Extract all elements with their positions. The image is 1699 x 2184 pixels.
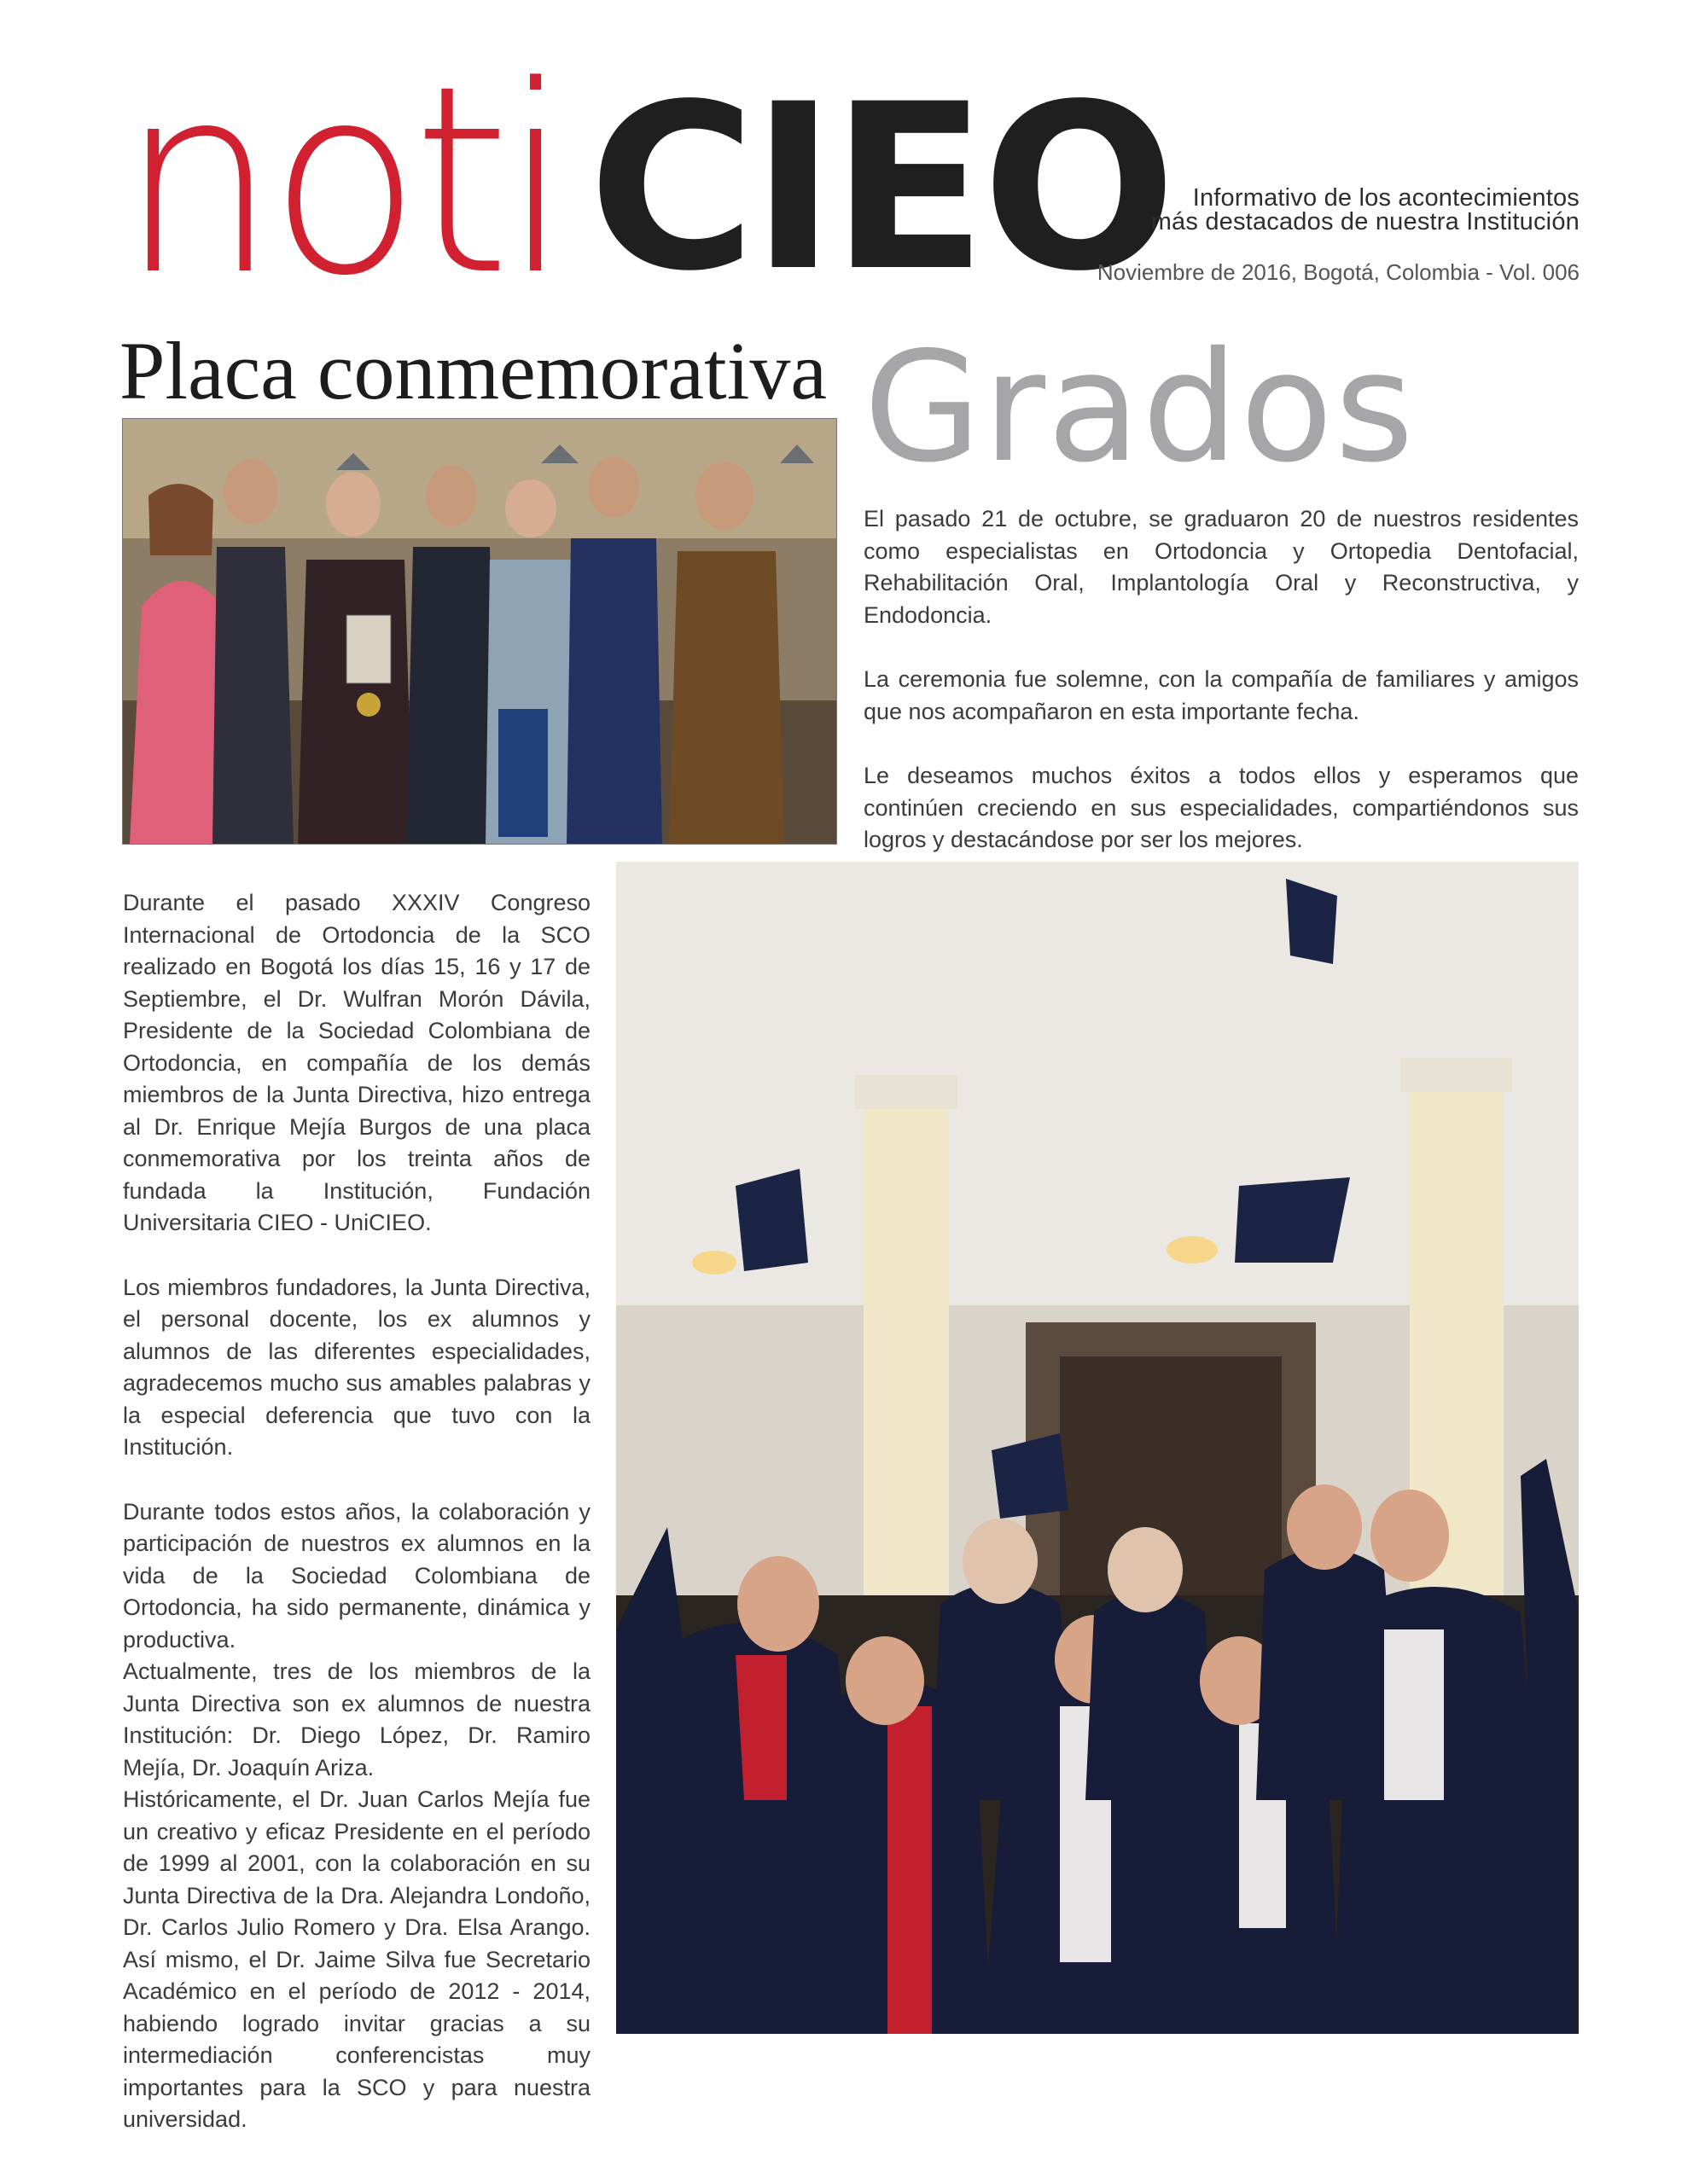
grados-paragraph-1: El pasado 21 de octubre, se graduaron 20 de nuestros residentes como especialistas en Ortodoncia y Ortopedia Dentofacial, Rehabilitación Oral, Implantología Oral y Reconstructiva, y Endodoncia. [864,506,1579,628]
grados-paragraph-2: La ceremonia fue solemne, con la compañía de familiares y amigos que nos acompañaron en esta importante fecha. [864,666,1579,724]
placa-paragraph-2: Los miembros fundadores, la Junta Directiva, el personal docente, los ex alumnos y alumnos de las diferentes especialidades, agradecemos mucho sus amables palabras y la especial deferencia que tuvo con la Institución. [123,1274,591,1460]
grados-article [864,503,1579,889]
tagline-line-2: más destacados de nuestra Institución [1150,208,1580,235]
tagline-line-1: Informativo de los acontecimientos [1192,184,1580,212]
logo-brand: CIEO [588,55,1172,322]
placa-article [123,887,591,2136]
placa-photo [122,418,837,845]
newsletter-logo [119,30,1172,332]
tagline [1102,186,1580,234]
placa-paragraph-5: Históricamente, el Dr. Juan Carlos Mejía fue un creativo y eficaz Presidente en el período de 1999 al 2001, con la colaboración en su Junta Directiva de la Dra. Alejandra Londoño, Dr. Carlos Julio Romero y Dra. Elsa Arango. Así mismo, el Dr. Jaime Silva fue Secretario Académico en el período de 2012 - 2014, habiendo logrado invitar gracias a su intermediación conferencistas muy importantes para la SCO y para nuestra universidad. [123,1786,591,2132]
placa-paragraph-1: Durante el pasado XXXIV Congreso Internacional de Ortodoncia de la SCO realizado en Bogotá los días 15, 16 y 17 de Septiembre, el Dr. Wulfran Morón Dávila, Presidente de la Sociedad Colombiana de Ortodoncia, en compañía de los demás miembros de la Junta Directiva, hizo entrega al Dr. Enrique Mejía Burgos de una placa conmemorativa por los treinta años de fundada la Institución, Fundación Universitaria CIEO - UniCIEO. [123,890,591,1235]
grados-photo-illustration [616,862,1579,2034]
placa-photo-illustration [123,419,836,844]
placa-paragraph-3: Durante todos estos años, la colaboración y participación de nuestros ex alumnos en la vida de la Sociedad Colombiana de Ortodoncia, ha sido permanente, dinámica y productiva. [123,1498,591,1653]
logo-prefix: noti [119,30,563,332]
grados-paragraph-3: Le deseamos muchos éxitos a todos ellos y esperamos que continúen creciendo en sus especialidades, compartiéndonos sus logros y destacándose por ser los mejores. [864,763,1579,852]
placa-paragraph-4: Actualmente, tres de los miembros de la Junta Directiva son ex alumnos de nuestra Institución: Dr. Diego López, Dr. Ramiro Mejía, Dr. Joaquín Ariza. [123,1658,591,1780]
grados-heading: Grados [864,319,1416,496]
placa-heading: Placa conmemorativa [119,325,827,416]
grados-photo [616,862,1579,2034]
issue-date-volume: Noviembre de 2016, Bogotá, Colombia - Vol. 006 [1097,259,1580,285]
